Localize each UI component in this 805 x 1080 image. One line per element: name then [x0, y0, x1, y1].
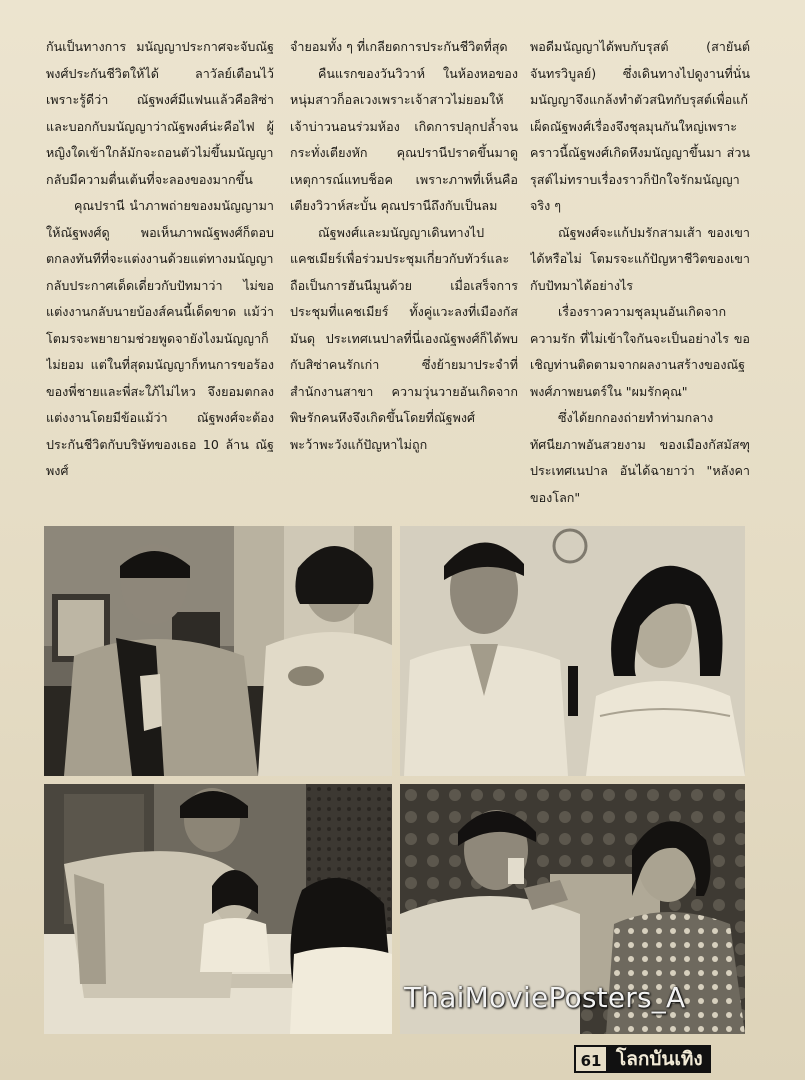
movie-still-3-image — [44, 784, 392, 1034]
movie-still-2 — [400, 526, 745, 776]
article-paragraph: พอดีมนัญญาได้พบกับรุสต์ (สายันต์ จันทรวิบูลย์) ซึ่งเดินทางไปดูงานที่นั่นมนัญญาจึงแกล้งทำตัวสนิทกับรุสต์เพื่อแก้เผ็ดณัฐพงศ์เรื่องจึงชุลมุนกันใหญ่เพราะคราวนี้ณัฐพงศ์เกิดหึงมนัญญาขึ้นมา ส่วนรุสต์ไม่ทราบเรื่องราวก็ปักใจรักมนัญญาจริง ๆ — [530, 39, 750, 213]
article-paragraph: ณัฐพงศ์และมนัญญาเดินทางไปแคชเมียร์เพื่อร่วมประชุมเกี่ยวกับทัวร์และถือเป็นการฮันนีมูนด้วย เมื่อเสร็จการประชุมที่แคชเมียร์ ทั้งคู่แวะลงที่เมืองกัสมันดุ ประเทศเนปาลที่นี่เองณัฐพงศ์ก็ได้พบกับสิซ่าคนรักเก่า ซึ่งย้ายมาประจำที่สำนักงานสาขา ความวุ่นวายอันเกิดจากพิษรักคนหึงจึงเกิดขึ้นโดยที่ณัฐพงศ์พะว้าพะวังแก้ปัญหาไม่ถูก — [290, 224, 518, 452]
movie-still-1 — [44, 526, 392, 776]
article-paragraph: ณัฐพงศ์จะแก้ปมรักสามเส้า ของเขาได้หรือไม่ โตมรจะแก้ปัญหาชีวิตของเขากับปัทมาได้อย่างไร — [530, 224, 750, 293]
article-paragraph: เรื่องราวความชุลมุนอันเกิดจากความรัก ที่ไม่เข้าใจกันจะเป็นอย่างไร ขอเชิญท่านติดตามจากผลงานสร้างของณัฐพงศ์ภาพยนตร์ใน "ผมรักคุณ" — [530, 304, 750, 399]
movie-still-1-image — [44, 526, 392, 776]
article-paragraph: จำยอมทั้ง ๆ ที่เกลียดการประกันชีวิตที่สุด — [290, 39, 508, 54]
movie-still-2-image — [400, 526, 745, 776]
article-column-2 — [290, 34, 518, 524]
article-column-3 — [530, 34, 750, 524]
article-column-1 — [46, 34, 274, 524]
magazine-name: โลกบันเทิง — [608, 1045, 711, 1073]
page-number: 61 — [574, 1045, 608, 1073]
article-paragraph: คืนแรกของวันวิวาห์ ในห้องหอของหนุ่มสาวก็อลเวงเพราะเจ้าสาวไม่ยอมให้เจ้าบ่าวนอนร่วมห้อง เกิดการปลุกปล้ำจนกระทั่งเตียงหัก คุณปรานีปราดขึ้นมาดูเหตุการณ์แทบช็อค เพราะภาพที่เห็นคือเตียงวิวาห์สะบั้น คุณปรานีถึงกับเป็นลม — [290, 65, 518, 213]
article-paragraph: คุณปรานี นำภาพถ่ายของมนัญญามาให้ณัฐพงศ์ดู พอเห็นภาพณัฐพงศ์ก็ตอบตกลงทันทีที่จะแต่งงานด้วยแต่ทางมนัญญากลับประกาศเด็ดเดี่ยวกับปัทมาว่า ไม่ขอแต่งงานกลับนายบ้องส์คนนี้เด็ดขาด แม้ว่าโตมรจะพยายามช่วยพูดจายังไงมนัญญาก็ไม่ยอม แต่ในที่สุดมนัญญาก็ทนการขอร้องของพี่ชายและพี่สะใภ้ไม่ไหว จึงยอมตกลงแต่งงานโดยมีข้อแม้ว่า ณัฐพงศ์จะต้องประกันชีวิตกับบริษัทของเธอ 10 ล้าน ณัฐพงศ์ — [46, 198, 274, 478]
watermark-text: ThaiMoviePosters_A — [404, 981, 686, 1014]
article-paragraph: ซึ่งได้ยกกองถ่ายทำท่ามกลางทัศนียภาพอันสวยงาม ของเมืองกัสมัสฑุประเทศเนปาล อันได้ฉายาว่า "หลังคาของโลก" — [530, 410, 750, 505]
movie-still-3 — [44, 784, 392, 1034]
article-paragraph: กันเป็นทางการ มนัญญาประกาศจะจับณัฐพงศ์ประกันชีวิตให้ได้ ลาวัลย์เตือนไว้ เพราะรู้ดีว่า ณัฐพงศ์มีแฟนแล้วคือสิซ่า และบอกกับมนัญญาว่าณัฐพงศ์น่ะคือไฟ ผู้หญิงใดเข้าใกล้มักจะถอนตัวไม่ขึ้นมนัญญากลับมีความตื่นเต้นที่จะลองของมากขึ้น — [46, 39, 274, 187]
page-footer — [574, 1044, 711, 1074]
